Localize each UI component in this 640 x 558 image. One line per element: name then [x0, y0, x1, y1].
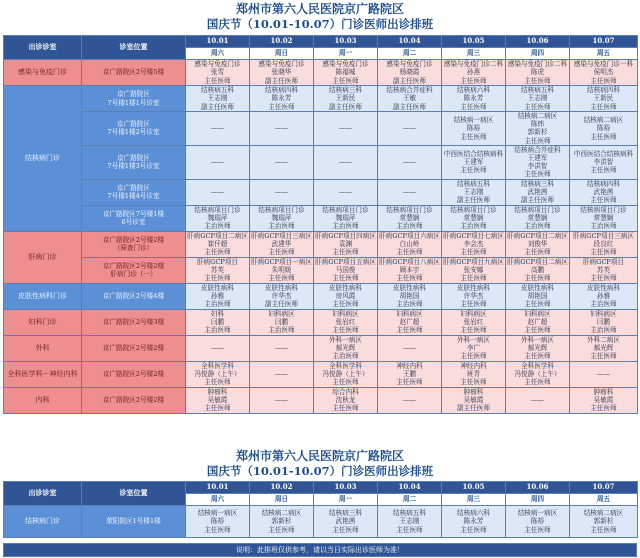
doctor-cell: 妇科病区 赵广超 主任医师: [378, 309, 442, 335]
doctor-cell: 外科二病区 郝光辉 主任医师: [570, 335, 638, 361]
doctor-cell: 中西医结合结核病科 李洪智 主任医师: [570, 145, 638, 179]
location-cell: 京广路院区2号楼2楼 （筛查门诊）: [82, 231, 186, 257]
doctor-cell: 结核病合并症科 王建军 李洪智 主任医师: [506, 145, 570, 179]
doctor-cell: 结核病四科 王新民 主任医师: [570, 86, 638, 112]
second-header-location: 诊室位置: [82, 482, 186, 506]
header-weekday: 周一: [314, 48, 378, 60]
doctor-cell: 肝病GCP项目四病区 袁渊 主任医师: [315, 231, 376, 257]
doctor-cell: 全科医学科 冯悦静（上午） 主任医师: [186, 361, 250, 387]
doctor-cell: 外科一病区 郝光辉 主任医师: [506, 335, 570, 361]
department-cell: 外科: [4, 335, 82, 361]
doctor-cell: 结核病五科 王志刚 副主任医师: [442, 179, 506, 205]
doctor-cell: 结核病六科 陈永芳 主任医师: [442, 86, 506, 112]
doctor-cell: 感染与免疫门诊 张晓华 副主任医师: [250, 60, 314, 86]
doctor-cell: ——: [378, 335, 442, 361]
doctor-cell: 肝病GCP项目五病区 马国俊 主任医师: [315, 257, 376, 283]
department-cell: 内科: [4, 387, 82, 413]
table-row: [4, 257, 638, 283]
table-row: [4, 179, 638, 205]
doctor-cell: 综合内科 沈秋龙 主任医师: [314, 387, 378, 413]
doctor-cell: 妇科病区 闫鹏 主治医师: [570, 309, 638, 335]
doctor-cell: 皮肤性病科 许华杰 副主任医师: [250, 283, 314, 309]
location-cell: 京广路院区 7号楼1楼2号诊室: [82, 112, 186, 146]
second-doctor-cell: 结核病五科 王志刚 主任医师: [378, 506, 442, 538]
table-row: [4, 145, 638, 179]
location-cell: 京广路院区 7号楼1楼4号诊室: [82, 179, 186, 205]
doctor-cell: ——: [250, 387, 314, 413]
doctor-cell: ——: [186, 179, 250, 205]
table-row: [4, 309, 638, 335]
location-cell: 京广路院区2号楼3楼: [82, 309, 186, 335]
table-row: [4, 112, 638, 146]
doctor-cell: 外科一病区 李广 主任医师: [442, 335, 506, 361]
header-date: 10.01: [186, 36, 250, 48]
header-weekday: 周日: [250, 48, 314, 60]
doctor-cell: 结核病三科 王新民 副主任医师: [314, 86, 378, 112]
page-title: 郑州市第六人民医院京广路院区: [235, 2, 404, 16]
second-doctor-cell: 结核病三科 武艳茜 主任医师: [314, 506, 378, 538]
second-header-weekday: 周五: [570, 494, 638, 506]
header-weekday: 周六: [186, 48, 250, 60]
doctor-cell: 感染与免疫门诊 张雪 主任医师: [186, 60, 250, 86]
doctor-cell: 肝病GCP项目六病区 白山岭 主任医师: [379, 231, 440, 257]
doctor-cell: 结核病项目门诊 魏瑞萍 主治医师: [186, 205, 250, 231]
doctor-cell: 结核病一病区 陈裕 主任医师: [442, 112, 506, 146]
second-header-date: 10.06: [506, 482, 570, 494]
second-department-cell: 结核病门诊: [4, 506, 82, 538]
doctor-cell: 肝病GCP项目七病区 李会杰 主任医师: [443, 231, 504, 257]
second-header-date: 10.07: [570, 482, 638, 494]
second-location-cell: 荥阳院区1号楼1楼: [82, 506, 186, 538]
second-title: 郑州市第六人民医院京广路院区: [235, 449, 404, 463]
location-cell: 京广路院区2号楼2楼: [82, 387, 186, 413]
second-header-date: 10.04: [378, 482, 442, 494]
doctor-cell: 肝病GCP项目九病区 张安娜 主任医师: [443, 257, 504, 283]
table-row: [4, 335, 638, 361]
doctor-cell: ——: [506, 387, 570, 413]
header-date: 10.03: [314, 36, 378, 48]
doctor-cell: 肝病GCP项目三病区 段良红 主任医师: [570, 231, 638, 257]
doctor-cell: 肝病GCP项目 苏英 主任医师: [186, 257, 250, 283]
second-subtitle: 国庆节（10.01-10.07）门诊医师出诊排班: [206, 464, 434, 478]
header-date: 10.07: [570, 36, 638, 48]
doctor-cell: 全科医学科 冯悦静（上午） 主任医师: [314, 361, 378, 387]
second-header-date: 10.05: [442, 482, 506, 494]
doctor-cell: 结核病项目门诊 常慧娴 主治医师: [506, 205, 570, 231]
doctor-cell: 结核病三科 武艳茜 副主任医师: [506, 179, 570, 205]
doctor-cell: 结核病项目门诊 魏瑞萍 主治医师: [314, 205, 378, 231]
doctor-cell: 结核病五科 王志刚 主任医师: [506, 86, 570, 112]
doctor-cell: ——: [186, 112, 250, 146]
doctor-cell: ——: [378, 112, 442, 146]
doctor-cell: 感染与免疫门诊 杨晓霞 副主任医师: [378, 60, 442, 86]
page-subtitle: 国庆节（10.01-10.07）门诊医师出诊排班: [206, 17, 434, 31]
location-cell: 京广路院区2号楼2楼 肝病门诊（一）: [82, 257, 186, 283]
location-cell: 京广路院区7号楼1楼 6号诊室: [82, 205, 186, 231]
second-header-weekday: 周二: [378, 494, 442, 506]
location-cell: 京广路院区 7号楼1楼3号诊室: [82, 145, 186, 179]
doctor-cell: 妇科病区 张岩红 主任医师: [314, 309, 378, 335]
doctor-cell: 结核病项目门诊 常慧娴 主治医师: [442, 205, 506, 231]
second-header-dates-row: [4, 482, 638, 494]
doctor-cell: 皮肤性病科 胡艳国 主任医师: [506, 283, 570, 309]
doctor-cell: ——: [570, 361, 638, 387]
header-date: 10.05: [442, 36, 506, 48]
doctor-cell: 神经内科 王鹏 主任医师: [378, 361, 442, 387]
doctor-cell: ——: [186, 335, 250, 361]
second-schedule-table: [3, 481, 638, 538]
header-dates-row: [4, 36, 638, 48]
doctor-cell: 肝病GCP项目一病区 朱明媛 主任医师: [251, 257, 312, 283]
table-row: [4, 387, 638, 413]
doctor-cell: 结核病项目门诊 常慧娴 主治医师: [378, 205, 442, 231]
table-row: [4, 205, 638, 231]
doctor-cell: ——: [186, 145, 250, 179]
table-row: [4, 361, 638, 387]
doctor-cell: 肝病GCP项目三病区 武建华 主任医师: [251, 231, 312, 257]
header-weekday: 周三: [442, 48, 506, 60]
second-doctor-cell: 结核病二病区 郭新杉 主任医师: [250, 506, 314, 538]
second-table-row: [4, 506, 638, 538]
doctor-cell: 皮肤性病科 孙雅 主治医师: [186, 283, 250, 309]
second-header-weekday: 周六: [186, 494, 250, 506]
table-row: [4, 283, 638, 309]
doctor-cell: 妇科病区 张岩红 主任医师: [442, 309, 506, 335]
doctor-cell: 肝病GCP项目二病区 刘俊华 主任医师: [507, 231, 568, 257]
location-cell: 京广路院区2号楼2楼: [82, 361, 186, 387]
doctor-cell: ——: [378, 179, 442, 205]
header-date: 10.04: [378, 36, 442, 48]
department-cell: 全科医学科－神经内科: [4, 361, 82, 387]
doctor-cell: ——: [378, 145, 442, 179]
doctor-cell: 结核病二病区 陈炜 郭新杉 主任医师: [506, 112, 570, 146]
department-cell: 感染与免疫门诊: [4, 60, 82, 86]
department-cell: 妇科门诊: [4, 309, 82, 335]
doctor-cell: 结核病项目门诊 常慧娴 主治医师: [570, 205, 638, 231]
doctor-cell: 结核病五科 王志刚 副主任医师: [186, 86, 250, 112]
second-header-date: 10.03: [314, 482, 378, 494]
second-header-date: 10.02: [250, 482, 314, 494]
doctor-cell: 肝病GCP项目八病区 顾本宇 主任医师: [379, 257, 440, 283]
doctor-cell: 外科一病区 郝光辉 主治医师: [314, 335, 378, 361]
doctor-cell: 结核病二病区 陈裕 主任医师: [570, 112, 638, 146]
doctor-cell: 结核病四科 陈永芳 主任医师: [250, 86, 314, 112]
department-cell: 皮肤性病科门诊: [4, 283, 82, 309]
header-weekday: 周四: [506, 48, 570, 60]
second-header-weekday: 周四: [506, 494, 570, 506]
header-date: 10.02: [250, 36, 314, 48]
doctor-cell: ——: [250, 361, 314, 387]
doctor-cell: 感染与免疫门诊二科 陈虎 主任医师: [506, 60, 570, 86]
doctor-cell: 肝病GCP项目二病区 崔仟超 主任医师: [187, 231, 248, 257]
doctor-cell: 妇科病区 赵广超 主任医师: [506, 309, 570, 335]
header-weekday: 周五: [570, 48, 638, 60]
doctor-cell: ——: [314, 179, 378, 205]
doctor-cell: 肝病GCP项目二病区 高鹏 主任医师: [507, 257, 568, 283]
department-cell: 肝病门诊: [4, 231, 82, 283]
location-cell: 京广路院区 7号楼1楼1号诊室: [82, 86, 186, 112]
location-cell: 京广路院区2号楼5楼: [82, 60, 186, 86]
doctor-cell: ——: [250, 145, 314, 179]
doctor-cell: 皮肤性病科 胡艳国 主治医师: [378, 283, 442, 309]
doctor-cell: 妇科病区 闫鹏 主治医师: [250, 309, 314, 335]
doctor-cell: 肝病GCP项目 苏英 主任医师: [570, 257, 638, 283]
header-location: 诊室位置: [82, 36, 186, 60]
second-doctor-cell: 结核病一病区 陈裕 主任医师: [506, 506, 570, 538]
table-row: [4, 86, 638, 112]
doctor-cell: ——: [314, 112, 378, 146]
doctor-cell: 感染与免疫门诊 陈福城 主任医师: [314, 60, 378, 86]
second-doctor-cell: 结核病二病区 郭新杉 主任医师: [570, 506, 638, 538]
doctor-cell: 神经内科 班青 主任医师: [442, 361, 506, 387]
doctor-cell: 肿瘤科 吴敏霞 主任医师: [570, 387, 638, 413]
doctor-cell: 皮肤性病科 房风霞 主任医师: [314, 283, 378, 309]
department-cell: 结核病门诊: [4, 86, 82, 232]
schedule-table: [3, 35, 638, 414]
footer-note: 说明：此排班仅供参考，请以当日实际出诊医师为准！: [3, 543, 637, 557]
table-row: [4, 60, 638, 86]
doctor-cell: 皮肤性病科 孙雅 主治医师: [570, 283, 638, 309]
doctor-cell: 结核病四科 武艳茜 主任医师: [570, 179, 638, 205]
second-header-weekday: 周三: [442, 494, 506, 506]
header-weekday: 周二: [378, 48, 442, 60]
doctor-cell: ——: [250, 335, 314, 361]
doctor-cell: 皮肤性病科 许华杰 主任医师: [442, 283, 506, 309]
second-header-date: 10.01: [186, 482, 250, 494]
doctor-cell: ——: [250, 112, 314, 146]
second-header-weekday: 周日: [250, 494, 314, 506]
doctor-cell: 结核病项目门诊 魏瑞萍 主治医师: [250, 205, 314, 231]
second-header-weekday: 周一: [314, 494, 378, 506]
second-header-dept: 出诊诊室: [4, 482, 82, 506]
doctor-cell: 感染与免疫门诊一科 侯明杰 主任医师: [570, 60, 638, 86]
doctor-cell: ——: [250, 179, 314, 205]
second-doctor-cell: 结核病六科 陈永芳 主任医师: [442, 506, 506, 538]
doctor-cell: 结核病合并症科 王敏 副主任医师: [378, 86, 442, 112]
header-date: 10.06: [506, 36, 570, 48]
doctor-cell: ——: [378, 387, 442, 413]
doctor-cell: ——: [314, 145, 378, 179]
doctor-cell: 肿瘤科 吴敏霞 副主任医师: [442, 387, 506, 413]
header-dept: 出诊诊室: [4, 36, 82, 60]
doctor-cell: 感染与免疫门诊二科 孙燕 主任医师: [442, 60, 506, 86]
doctor-cell: 中西医结合结核病科 王建军 主任医师: [442, 145, 506, 179]
doctor-cell: 妇科 闫鹏 主治医师: [186, 309, 250, 335]
second-doctor-cell: 结核病一病区 陈裕 主任医师: [186, 506, 250, 538]
table-row: [4, 231, 638, 257]
doctor-cell: 肿瘤科 吴敏霞 主任医师: [186, 387, 250, 413]
location-cell: 京广路院区2号楼2楼: [82, 335, 186, 361]
location-cell: 京广路院区2号楼4楼: [82, 283, 186, 309]
doctor-cell: 全科医学科 冯悦静（上午） 主任医师: [506, 361, 570, 387]
